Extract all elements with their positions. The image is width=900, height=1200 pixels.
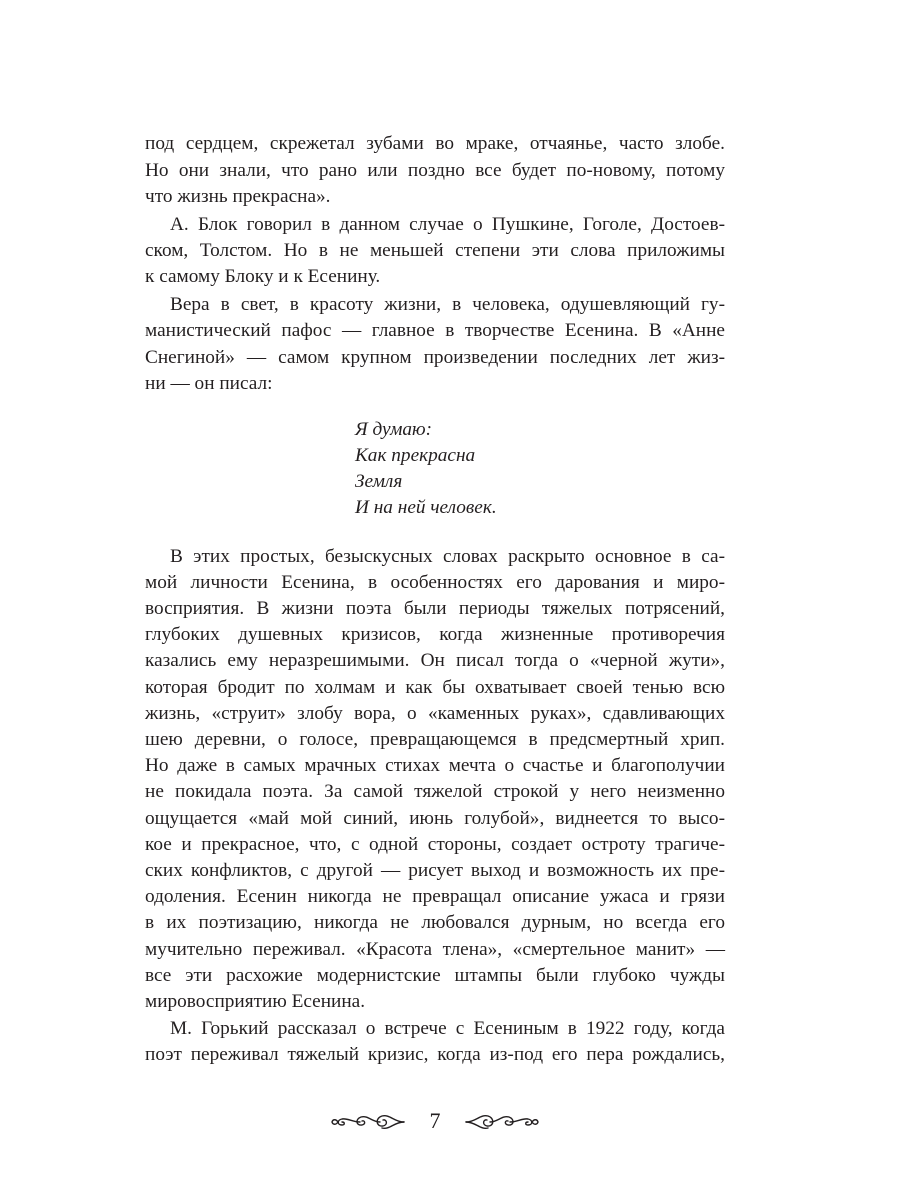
body-line: Но даже в самых мрачных стихах мечта о счастье и благополучии bbox=[145, 755, 725, 776]
body-line: Вера в свет, в красоту жизни, в человека, одушевляющий гу- bbox=[170, 294, 725, 315]
body-line: мой личности Есенина, в особенностях его дарования и миро- bbox=[145, 572, 725, 593]
body-line: Снегиной» — самом крупном произведении последних лет жиз- bbox=[145, 347, 725, 368]
body-line: ских конфликтов, с другой — рисует выход и возможность их пре- bbox=[145, 860, 725, 881]
verse-line: Как прекрасна bbox=[355, 445, 476, 466]
body-line: манистический пафос — главное в творчестве Есенина. В «Анне bbox=[145, 320, 725, 341]
body-line: все эти расхожие модернистские штампы были глубоко чужды bbox=[145, 965, 725, 986]
left-flourish-icon bbox=[330, 1110, 408, 1134]
body-line: шею деревни, о голосе, превращающемся в предсмертный хрип. bbox=[145, 729, 725, 750]
body-line: что жизнь прекрасна». bbox=[145, 186, 331, 207]
body-line: не покидала поэта. За самой тяжелой строкой у него неизменно bbox=[145, 781, 725, 802]
body-line: казались ему неразрешимыми. Он писал тогда о «черной жути», bbox=[145, 650, 725, 671]
body-line: ощущается «май мой синий, июнь голубой», виднеется то высо- bbox=[145, 808, 725, 829]
verse-line: И на ней человек. bbox=[355, 497, 497, 518]
body-line: Но они знали, что рано или поздно все будет по-новому, потому bbox=[145, 160, 725, 181]
page-number: 7 bbox=[429, 1108, 441, 1133]
body-line: под сердцем, скрежетал зубами во мраке, отчаянье, часто злобе. bbox=[145, 133, 725, 154]
body-line: мучительно переживал. «Красота тлена», «смертельное манит» — bbox=[145, 939, 725, 960]
body-line: М. Горький рассказал о встрече с Есениным в 1922 году, когда bbox=[170, 1018, 725, 1039]
body-line: кое и прекрасное, что, с одной стороны, создает остроту трагиче- bbox=[145, 834, 725, 855]
body-line: в их поэтизацию, никогда не любовался дурным, но всегда его bbox=[145, 912, 725, 933]
body-line: восприятия. В жизни поэта были периоды тяжелых потрясений, bbox=[145, 598, 725, 619]
page-footer bbox=[0, 1102, 900, 1142]
verse-line: Я думаю: bbox=[355, 419, 433, 440]
body-line: В этих простых, безыскусных словах раскрыто основное в са- bbox=[170, 546, 725, 567]
body-line: жизнь, «струит» злобу вора, о «каменных руках», сдавливающих bbox=[145, 703, 725, 724]
body-line: ни — он писал: bbox=[145, 373, 273, 394]
body-line: к самому Блоку и к Есенину. bbox=[145, 266, 381, 287]
body-line: поэт переживал тяжелый кризис, когда из-под его пера рождались, bbox=[145, 1044, 725, 1065]
body-line: одоления. Есенин никогда не превращал описание ужаса и грязи bbox=[145, 886, 725, 907]
body-line: А. Блок говорил в данном случае о Пушкине, Гоголе, Достоев- bbox=[170, 214, 725, 235]
body-line: ском, Толстом. Но в не меньшей степени эти слова приложимы bbox=[145, 240, 725, 261]
body-line: мировосприятию Есенина. bbox=[145, 991, 366, 1012]
right-flourish-icon bbox=[462, 1110, 540, 1134]
body-line: глубоких душевных кризисов, когда жизненные противоречия bbox=[145, 624, 725, 645]
verse-line: Земля bbox=[355, 471, 403, 492]
body-line: которая бродит по холмам и как бы охватывает своей тенью всю bbox=[145, 677, 725, 698]
